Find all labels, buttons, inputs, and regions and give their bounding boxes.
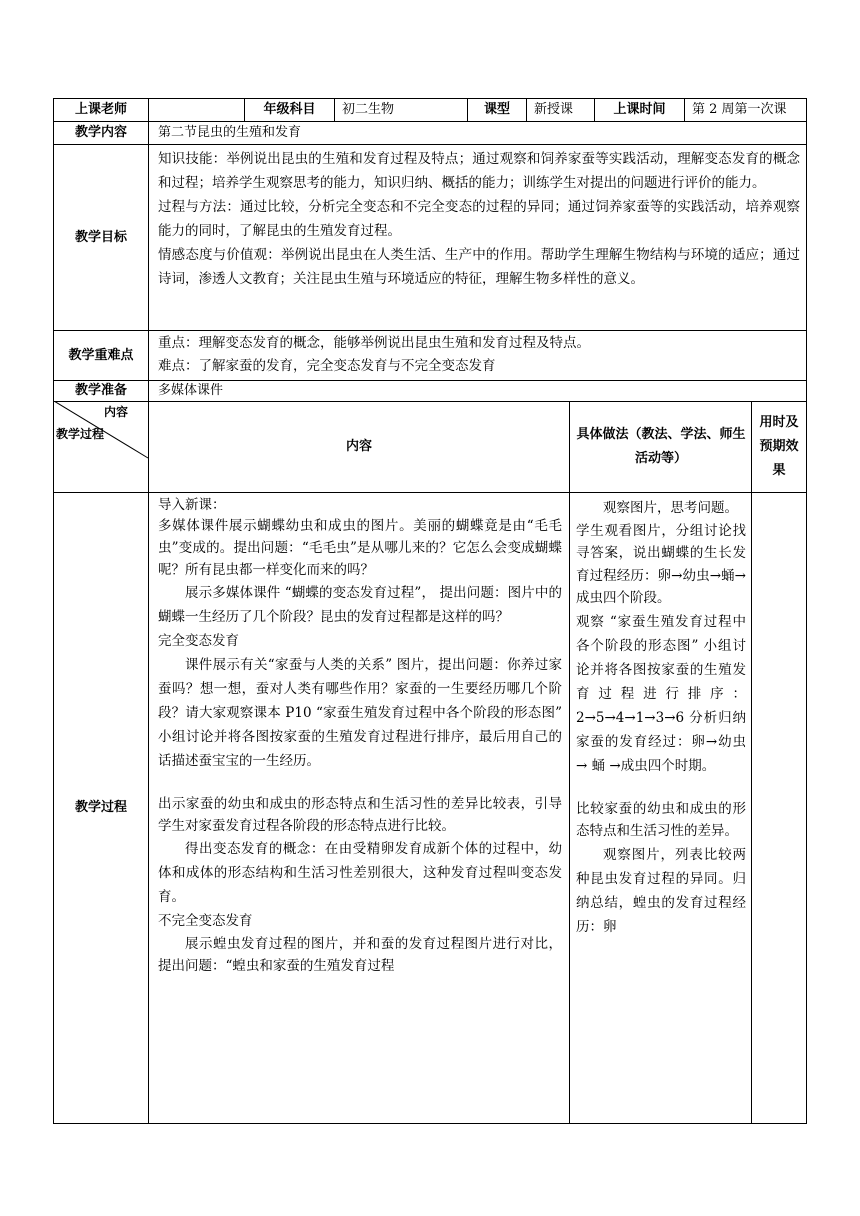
time-label: 上课时间 bbox=[613, 102, 666, 117]
intro-heading: 导入新课： bbox=[158, 497, 226, 513]
process-content bbox=[158, 495, 562, 1123]
prep-value: 多媒体课件 bbox=[158, 383, 224, 398]
diag-bottom-label: 教学过程 bbox=[56, 427, 105, 441]
col-header-content: 内容 bbox=[345, 439, 372, 454]
keypoints-text bbox=[158, 332, 800, 380]
method-observe: 观察图片，思考问题。 bbox=[603, 500, 738, 516]
col-header-method: 具体做法（教法、学法、师生活动等） bbox=[576, 427, 746, 466]
type-value: 新授课 bbox=[534, 102, 574, 117]
content-label: 教学内容 bbox=[74, 125, 127, 140]
method-locust: 观察图片，列表比较两种昆虫发育过程的异同。归纳总结，蝗虫的发育过程经历：卵 bbox=[576, 846, 746, 935]
method-compare: 比较家蚕的幼虫和成虫的形态特点和生活习性的差异。 bbox=[576, 800, 746, 839]
column-divider bbox=[569, 401, 570, 1123]
keypoints-label: 教学重难点 bbox=[68, 347, 134, 363]
teacher-label: 上课老师 bbox=[74, 102, 127, 117]
method-discuss: 学生观看图片，分组讨论找寻答案，说出蝴蝶的生长发育过程经历：卵→幼虫→蛹→成虫四个阶段。 bbox=[576, 522, 746, 606]
key-point: 重点：理解变态发育的概念，能够举例说出昆虫生殖和发育过程及特点。 bbox=[158, 335, 590, 351]
butterfly-paragraph: 展示多媒体课件 “蝴蝶的变态发育过程”， 提出问题：图片中的蝴蝶一生经历了几个阶段？昆虫的发育过程都是这样的吗？ bbox=[158, 585, 562, 625]
teacher-value bbox=[149, 99, 244, 121]
concept-paragraph: 得出变态发育的概念：在由受精卵发育成新个体的过程中，幼体和成体的形态结构和生活习性差别很大，这种发育过程叫变态发育。 bbox=[158, 841, 562, 905]
time-value: 第 2 周第一次课 bbox=[692, 102, 787, 117]
column-divider bbox=[148, 99, 149, 1123]
silkworm-paragraph: 课件展示有关“家蚕与人类的关系” 图片，提出问题：你养过家蚕吗？想一想，蚕对人类有哪些作用？家蚕的一生要经历哪几个阶段？请大家观察课本 P10 “家蚕生殖发育过程中各个阶段的形态图” 小组讨论并将各图按家蚕的生殖发育过程进行排序，最后用自己的话描述蚕宝宝的一生经历。 bbox=[158, 657, 562, 769]
diag-top-label: 内容 bbox=[104, 405, 129, 419]
goals-text bbox=[158, 147, 800, 329]
grade-value: 初二生物 bbox=[342, 102, 395, 117]
spacer bbox=[576, 778, 746, 798]
grade-label: 年级科目 bbox=[263, 102, 316, 117]
lesson-plan-table bbox=[53, 98, 807, 1124]
spacer bbox=[158, 773, 562, 793]
type-label: 课型 bbox=[483, 102, 510, 117]
content-value: 第二节昆虫的生殖和发育 bbox=[158, 125, 302, 140]
column-divider bbox=[526, 99, 527, 121]
goal-process: 过程与方法：通过比较，分析完全变态和不完全变态的过程的异同；通过饲养家蚕等的实践活动，培养观察能力的同时，了解昆虫的生殖发育过程。 bbox=[158, 199, 800, 239]
col-header-effect: 用时及预期效果 bbox=[759, 415, 799, 478]
column-divider bbox=[334, 99, 335, 121]
incomplete-heading: 不完全变态发育 bbox=[158, 913, 253, 929]
column-divider bbox=[684, 99, 685, 121]
difficult-point: 难点：了解家蚕的发育，完全变态发育与不完全变态发育 bbox=[158, 358, 496, 374]
complete-heading: 完全变态发育 bbox=[158, 633, 239, 649]
locust-paragraph: 展示蝗虫发育过程的图片，并和蚕的发育过程图片进行对比，提出问题：“蝗虫和家蚕的生殖发育过程 bbox=[158, 936, 562, 974]
method-silkworm: 观察 “家蚕生殖发育过程中各个阶段的形态图” 小组讨论并将各图按家蚕的生殖发育过程进行排序：2→5→4→1→3→6 分析归纳家蚕的发育经过：卵→幼虫 → 蛹 →成虫四个时期。 bbox=[576, 613, 746, 774]
goals-label: 教学目标 bbox=[74, 229, 127, 245]
process-method bbox=[576, 497, 746, 1123]
goal-attitude: 情感态度与价值观：举例说出昆虫在人类生活、生产中的作用。帮助学生理解生物结构与环境的适应；通过诗词，渗透人文教育；关注昆虫生殖与环境适应的特征，理解生物多样性的意义。 bbox=[158, 247, 800, 287]
comparison-paragraph: 出示家蚕的幼虫和成虫的形态特点和生活习性的差异比较表，引导学生对家蚕发育过程各阶段的形态特点进行比较。 bbox=[158, 796, 562, 834]
process-effect bbox=[752, 493, 806, 1123]
process-label: 教学过程 bbox=[74, 800, 127, 815]
row-divider bbox=[54, 330, 806, 331]
prep-label: 教学准备 bbox=[74, 383, 127, 398]
row-divider bbox=[54, 492, 806, 493]
intro-paragraph: 多媒体课件展示蝴蝶幼虫和成虫的图片。美丽的蝴蝶竟是由“毛毛虫”变成的。提出问题：“毛毛虫”是从哪儿来的？它怎么会变成蝴蝶呢？所有昆虫都一样变化而来的吗？ bbox=[158, 518, 562, 578]
goal-knowledge: 知识技能：举例说出昆虫的生殖和发育过程及特点；通过观察和饲养家蚕等实践活动，理解变态发育的概念和过程；培养学生观察思考的能力，知识归纳、概括的能力；训练学生对提出的问题进行评价的能力。 bbox=[158, 151, 800, 191]
